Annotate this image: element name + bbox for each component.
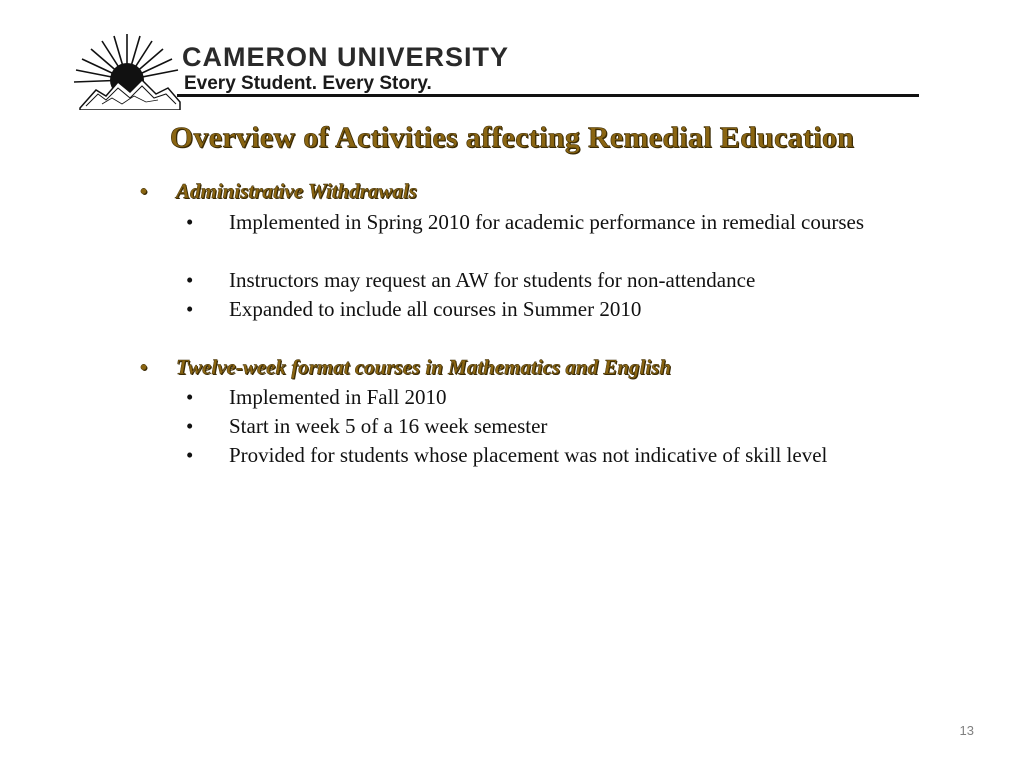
bullet-marker: • xyxy=(186,297,194,321)
bullet-marker: • xyxy=(186,385,194,409)
slide-title: Overview of Activities affecting Remedial Education xyxy=(169,121,855,154)
bullet-marker: • xyxy=(186,210,194,234)
bullet-marker: • xyxy=(186,443,194,467)
bullet-marker: • xyxy=(140,355,148,379)
list-item xyxy=(186,412,916,441)
list-item-text: Implemented in Fall 2010 xyxy=(229,385,447,409)
list-item xyxy=(186,208,916,237)
section-heading xyxy=(140,178,417,204)
university-name: CAMERON UNIVERSITY xyxy=(182,42,510,72)
list-item-text: Implemented in Spring 2010 for academic performance in remedial courses xyxy=(229,210,865,234)
section-heading-text: Twelve-week format courses in Mathematics and English xyxy=(176,355,672,379)
list-item-text: Expanded to include all courses in Summer 2010 xyxy=(229,297,642,321)
list-item-text: Provided for students whose placement was not indicative of skill level xyxy=(229,443,828,467)
list-item xyxy=(186,383,916,412)
bullet-marker: • xyxy=(140,179,148,203)
bullet-marker: • xyxy=(186,414,194,438)
bullet-marker: • xyxy=(186,268,194,292)
page-number: 13 xyxy=(959,723,974,738)
list-item xyxy=(186,266,916,295)
university-tagline: Every Student. Every Story. xyxy=(184,73,432,94)
list-item xyxy=(186,295,916,324)
section-heading xyxy=(140,354,671,380)
list-item-text: Start in week 5 of a 16 week semester xyxy=(229,414,548,438)
list-item-text: Instructors may request an AW for students for non-attendance xyxy=(229,268,756,292)
section-heading-text: Administrative Withdrawals xyxy=(176,179,417,203)
list-item xyxy=(186,441,916,470)
